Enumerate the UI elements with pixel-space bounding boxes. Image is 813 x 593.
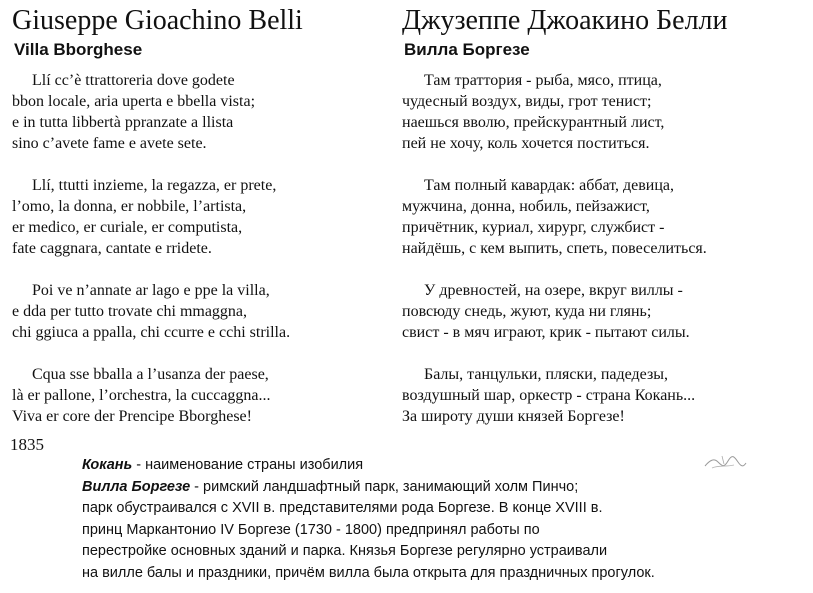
note-villa-line: парк обустраивался с XVII в. представителями рода Боргезе. В конце XVIII в. <box>82 500 603 516</box>
russian-column <box>402 0 807 427</box>
poem-line: Cqua sse bballa a l’usanza der paese, <box>32 366 269 383</box>
poem-line: У древностей, на озере, вкруг виллы - <box>424 282 683 299</box>
poem-line: пей не хочу, коль хочется поститься. <box>402 135 650 152</box>
poem-line: là er pallone, l’orchestra, la cuccaggna... <box>12 387 271 404</box>
poem-line: наешься вволю, прейскурантный лист, <box>402 114 665 131</box>
stanza <box>402 280 807 343</box>
poem-body-italian <box>12 70 392 427</box>
poem-line: bbon locale, aria uperta e bbella vista; <box>12 93 256 110</box>
stanza <box>12 175 392 259</box>
poem-body-russian <box>402 70 807 427</box>
poem-line: chi ggiuca a ppalla, chi ccurre e cchi strilla. <box>12 324 291 341</box>
stanza <box>402 364 807 427</box>
italian-column <box>12 0 392 427</box>
poem-line: Llí, ttutti inzieme, la regazza, er prete, <box>32 177 277 194</box>
poem-line: Балы, танцульки, пляски, падедезы, <box>424 366 669 383</box>
note-villa-line: на вилле балы и праздники, причём вилла была открыта для праздничных прогулок. <box>82 564 655 581</box>
poem-line: sino c’avete fame e avete sete. <box>12 135 207 152</box>
note-text-villa: - римский ландшафтный парк, занимающий холм Пинчо; <box>190 478 579 495</box>
stanza <box>402 175 807 259</box>
poet-name-russian: Джузеппе Джоакино Белли <box>402 5 728 36</box>
poem-line: найдёшь, с кем выпить, спеть, повеселиться. <box>402 240 707 257</box>
poem-line: fate caggnara, cantate e rridete. <box>12 240 212 257</box>
stanza <box>12 280 392 343</box>
poem-line: Poi ve n’annate ar lago e ppe la villa, <box>32 282 270 299</box>
note-villa <box>82 477 802 499</box>
note-kokan <box>82 455 802 477</box>
note-term-villa: Вилла Боргезе <box>82 478 191 495</box>
footnotes <box>82 455 802 584</box>
poem-line: воздушный шар, оркестр - страна Кокань... <box>402 387 696 404</box>
poem-title-russian: Вилла Боргезе <box>404 40 530 59</box>
poem-line: e dda per tutto trovate chi mmaggna, <box>12 303 248 320</box>
note-villa-line: принц Маркантонио IV Боргезе (1730 - 1800) предпринял работы по <box>82 521 540 538</box>
poem-line: свист - в мяч играют, крик - пытают силы. <box>402 324 690 341</box>
note-villa-line: перестройке основных зданий и парка. Князья Боргезе регулярно устраивали <box>82 543 608 559</box>
poem-title-italian: Villa Bborghese <box>14 40 143 59</box>
poem-year: 1835 <box>10 435 44 454</box>
poem-line: Там полный кавардак: аббат, девица, <box>424 177 675 194</box>
poem-line: Viva er core der Prencipe Bborghese! <box>12 408 252 425</box>
stanza <box>12 70 392 154</box>
poem-line: Llí cc’è ttrattoreria dove godete <box>32 72 235 89</box>
stanza <box>402 70 807 154</box>
poem-line: повсюду снедь, жуют, куда ни глянь; <box>402 303 652 320</box>
poem-line: чудесный воздух, виды, грот тенист; <box>402 93 652 110</box>
note-text-kokan: - наименование страны изобилия <box>132 457 364 473</box>
poem-line: мужчина, донна, нобиль, пейзажист, <box>402 198 650 215</box>
poem-line: l’omo, la donna, er nobbile, l’artista, <box>12 198 247 215</box>
note-term-kokan: Кокань <box>82 457 133 473</box>
poem-line: er medico, er curiale, er computista, <box>12 219 243 236</box>
poem-line: e in tutta libbertà ppranzate a llista <box>12 114 234 131</box>
poet-name-italian: Giuseppe Gioachino Belli <box>12 5 303 36</box>
stanza <box>12 364 392 427</box>
poem-line: За широту души князей Боргезе! <box>402 408 625 425</box>
poem-line: Там траттория - рыба, мясо, птица, <box>424 72 662 89</box>
poem-line: причётник, куриал, хирург, службист - <box>402 219 665 236</box>
